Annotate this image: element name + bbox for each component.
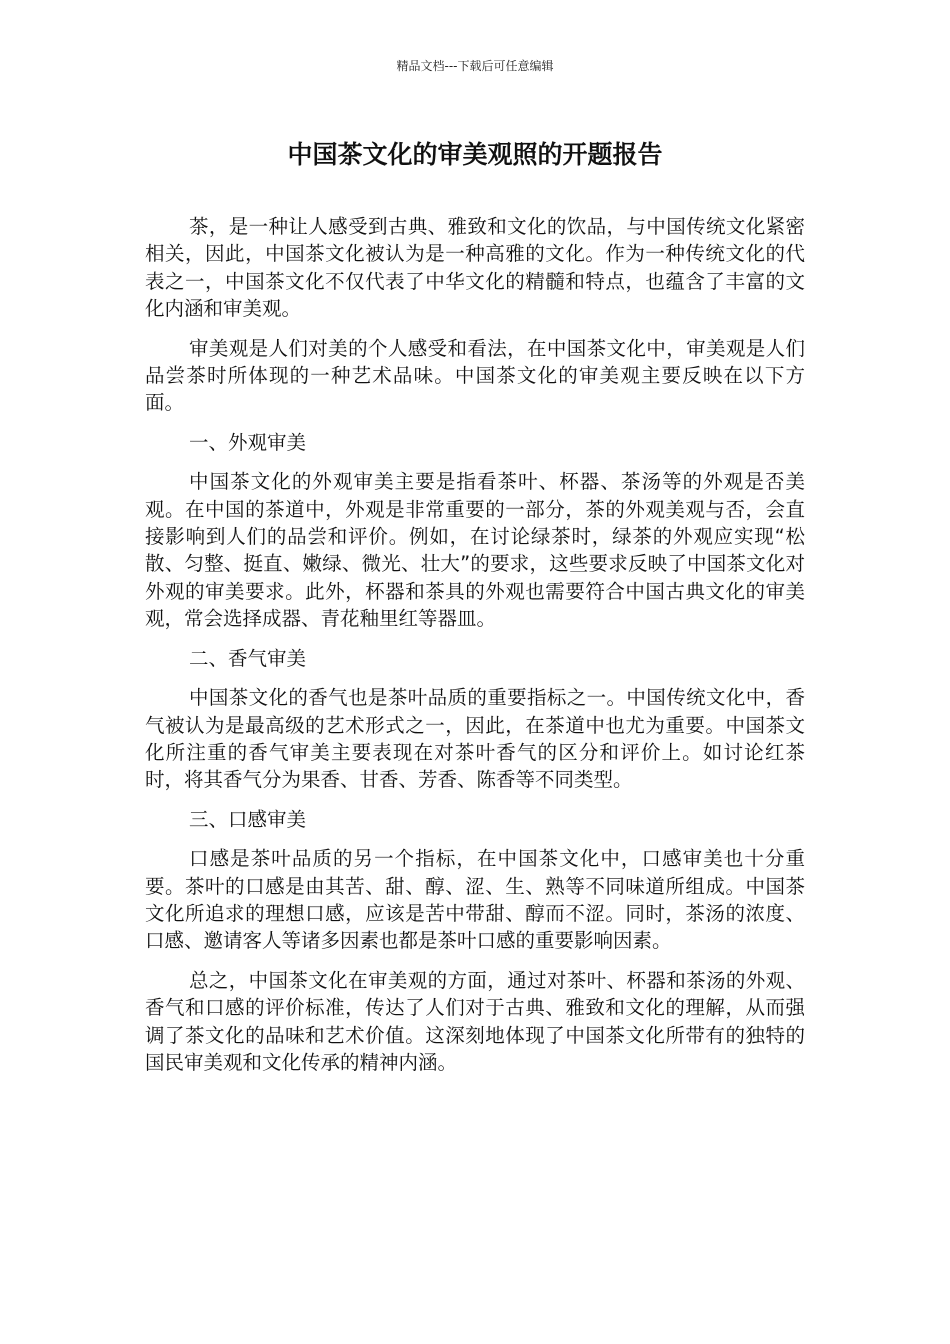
section-heading-aroma: 二、香气审美	[189, 646, 307, 670]
paragraph-aroma: 中国茶文化的香气也是茶叶品质的重要指标之一。中国传统文化中，香气被认为是最高级的艺术形式之一，因此，在茶道中也尤为重要。中国茶文化所注重的香气审美主要表现在对茶叶香气的区分和评价上。如讨论红茶时，将其香气分为果香、甘香、芳香、陈香等不同类型。	[145, 686, 805, 792]
document-title: 中国茶文化的审美观照的开题报告	[287, 140, 663, 169]
section-heading-appearance: 一、外观审美	[189, 430, 307, 454]
paragraph-aesthetics-definition: 审美观是人们对美的个人感受和看法，在中国茶文化中，审美观是人们品尝茶时所体现的一种艺术品味。中国茶文化的审美观主要反映在以下方面。	[145, 336, 805, 415]
paragraph-conclusion: 总之，中国茶文化在审美观的方面，通过对茶叶、杯器和茶汤的外观、香气和口感的评价标准，传达了人们对于古典、雅致和文化的理解，从而强调了茶文化的品味和艺术价值。这深刻地体现了中国茶文化所带有的独特的国民审美观和文化传承的精神内涵。	[145, 968, 805, 1074]
paragraph-appearance: 中国茶文化的外观审美主要是指看茶叶、杯器、茶汤等的外观是否美观。在中国的茶道中，外观是非常重要的一部分，茶的外观美观与否，会直接影响到人们的品尝和评价。例如，在讨论绿茶时，绿茶的外观应实现“松散、匀整、挺直、嫩绿、微光、壮大”的要求，这些要求反映了中国茶文化对外观的审美要求。此外，杯器和茶具的外观也需要符合中国古典文化的审美观，常会选择成器、青花釉里红等器皿。	[145, 470, 805, 631]
paragraph-taste: 口感是茶叶品质的另一个指标，在中国茶文化中，口感审美也十分重要。茶叶的口感是由其苦、甜、醇、涩、生、熟等不同味道所组成。中国茶文化所追求的理想口感，应该是苦中带甜、醇而不涩。同时，茶汤的浓度、口感、邀请客人等诸多因素也都是茶叶口感的重要影响因素。	[145, 847, 805, 953]
section-heading-taste: 三、口感审美	[189, 807, 307, 831]
header-note: 精品文档---下载后可任意编辑	[396, 59, 554, 73]
paragraph-intro: 茶，是一种让人感受到古典、雅致和文化的饮品，与中国传统文化紧密相关，因此，中国茶文化被认为是一种高雅的文化。作为一种传统文化的代表之一，中国茶文化不仅代表了中华文化的精髓和特点，也蕴含了丰富的文化内涵和审美观。	[145, 215, 805, 321]
document-body	[145, 213, 805, 1088]
